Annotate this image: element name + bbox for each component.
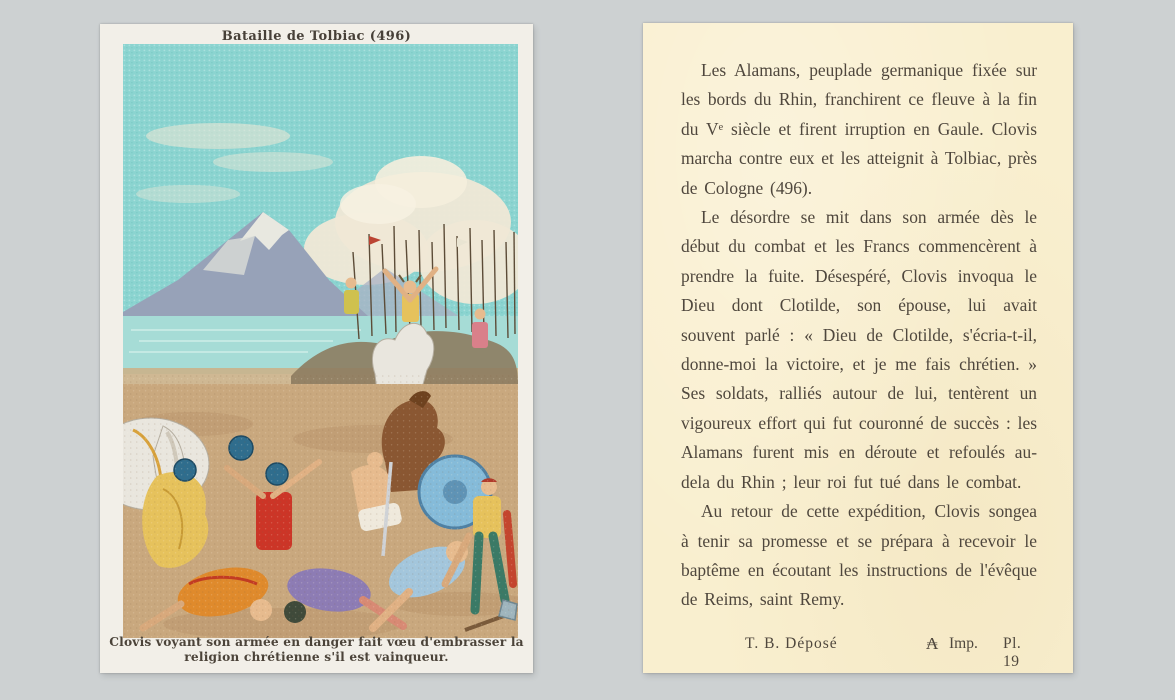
card-title: Bataille de Tolbiac (496): [221, 29, 412, 44]
paragraph-1: Les Alamans, peuplade germanique fixée sur les bords du Rhin, franchirent ce fleuve à la fin du Vᵉ siècle et firent irruption en Gaule. Clovis marcha contre eux et les atteignit à Tolbiac, près de Cologne (496).: [681, 60, 1037, 198]
printer-label: Imp.: [949, 635, 978, 652]
printer-monogram-icon: ₳: [926, 634, 939, 653]
paragraph-2: Le désordre se mit dans son armée dès le début du combat et les Francs commencèrent à prendre la fuite. Désespéré, Clovis invoqua le Dieu dont Clotilde, son épouse, lui avait souvent parlé : « Dieu de Clotilde, s'écria-t-il, donne-moi la victoire, et je me fais chrétien. » Ses soldats, ralliés autour de lui, tentèrent un vigoureux effort qui fut couronné de succès : les Alamans furent mis en déroute et refoulés au-dela du Rhin ; leur roi fut tué dans le combat.: [681, 207, 1037, 492]
battle-illustration: [123, 44, 518, 638]
publisher-mark: T. B. Déposé: [745, 635, 838, 652]
battle-scene-svg: [123, 44, 518, 638]
card-footer: [681, 634, 1037, 670]
litho-grain: [123, 374, 518, 638]
paragraph-3: Au retour de cette expédition, Clovis songea à tenir sa promesse et se prépara à recevoir le baptême en écoutant les instructions de l'évêque de Reims, saint Remy.: [681, 501, 1037, 610]
plate-number: Pl. 19: [1003, 635, 1022, 670]
card-body-text: [681, 56, 1037, 615]
caption-line-2: religion chrétienne s'il est vainqueur.: [184, 650, 449, 664]
caption-line-1: Clovis voyant son armée en danger fait vœu d'embrasser la: [109, 635, 524, 649]
card-caption: [100, 635, 533, 665]
card-front: [100, 24, 533, 673]
card-back: [643, 23, 1073, 673]
